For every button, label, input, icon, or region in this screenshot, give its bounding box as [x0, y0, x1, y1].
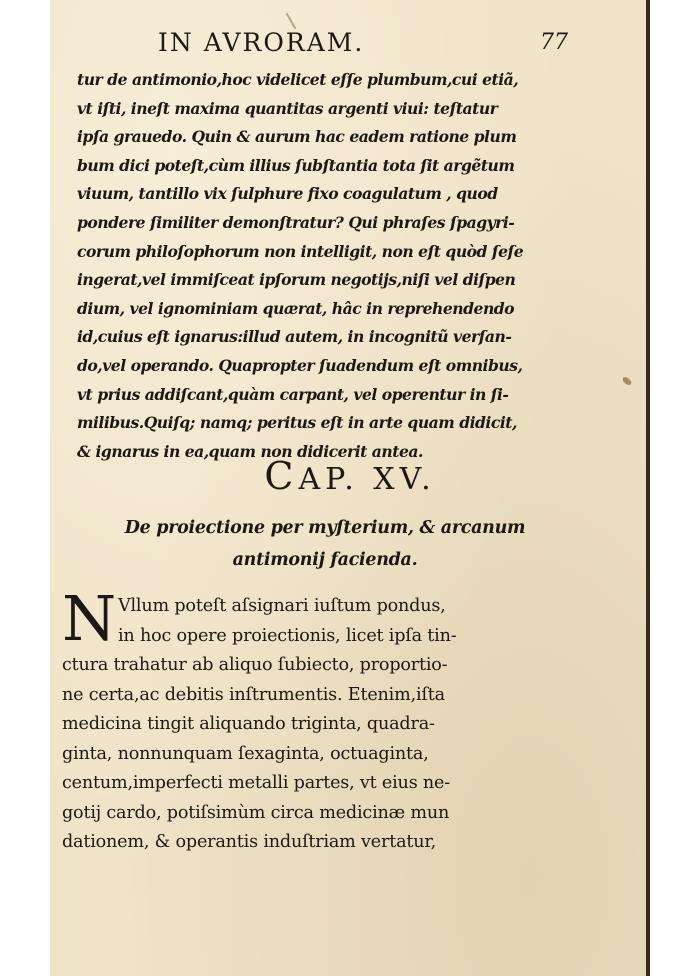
chapter-initial: C: [264, 454, 299, 498]
text-line: ginta, nonnunquam ſexaginta, octuaginta,: [62, 743, 429, 764]
text-line: ipſa grauedo. Quin & aurum hac eadem ratione plum: [77, 127, 517, 147]
text-line: bum dici poteſt,cùm illius ſubſtantia tota ſit argẽtum: [77, 155, 515, 175]
text-line: medicina tingit aliquando triginta, quadra-: [62, 714, 435, 734]
text-line: viuum, tantillo vix ſulphure fixo coagulatum , quod: [77, 184, 498, 204]
text-line: id,cuius eſt ignarus:illud autem, in incognitũ verſan-: [77, 327, 512, 347]
text-line: ne certa,ac debitis inſtrumentis. Etenim,iſta: [62, 684, 445, 705]
page-number: 77: [540, 30, 568, 55]
text-line: in hoc opere proiectionis, licet ipſa tin-: [118, 625, 457, 646]
text-line: corum philoſophorum non intelligit, non eſt quòd ſeſe: [77, 241, 524, 261]
chapter-number: AP. XV.: [298, 462, 436, 497]
chapter-subtitle: [90, 512, 560, 576]
running-title: IN AVRORAM.: [158, 28, 365, 57]
text-line: dationem, & operantis induſtriam vertatur,: [62, 832, 437, 852]
text-line: dium, vel ignominiam quærat, hâc in reprehendendo: [77, 298, 515, 318]
text-line: Vllum poteſt aſsignari iuſtum pondus,: [118, 596, 446, 616]
text-line: vt iſti, ineſt maxima quantitas argenti viui: teſtatur: [77, 98, 498, 118]
text-line: do,vel operando. Quapropter ſuadendum eſt omnibus,: [77, 355, 523, 375]
paragraph-roman: [62, 582, 532, 858]
paragraph-italic: [77, 66, 535, 466]
text-line: tur de antimonio,hoc videlicet eſſe plumbum,cui etiã,: [77, 70, 519, 89]
book-page: [50, 0, 650, 976]
subtitle-line: antimonij facienda.: [232, 550, 418, 570]
drop-cap: N: [62, 582, 117, 655]
text-line: pondere ſimiliter demonſtratur? Qui phraſes ſpagyri-: [77, 212, 515, 232]
text-line: & ignarus in ea,quam non didicerit antea.: [77, 441, 423, 461]
paper-stain: [621, 375, 633, 386]
chapter-heading: [50, 454, 650, 498]
text-line: vt prius addiſcant,quàm carpant, vel operentur in ſi-: [77, 384, 509, 404]
subtitle-line: De proiectione per myſterium, & arcanum: [124, 518, 526, 538]
text-line: ctura trahatur ab aliquo ſubiecto, proportio-: [62, 655, 448, 675]
page-header: [158, 26, 568, 62]
text-line: ingerat,vel immiſceat ipſorum negotijs,niſi vel diſpen: [77, 270, 516, 290]
text-line: centum,imperfecti metalli partes, vt eius ne-: [62, 773, 451, 793]
text-line: milibus.Quiſq; namq; peritus eſt in arte quam didicit,: [77, 413, 517, 433]
text-line: gotij cardo, potiſsimùm circa medicinæ mun: [62, 802, 450, 823]
